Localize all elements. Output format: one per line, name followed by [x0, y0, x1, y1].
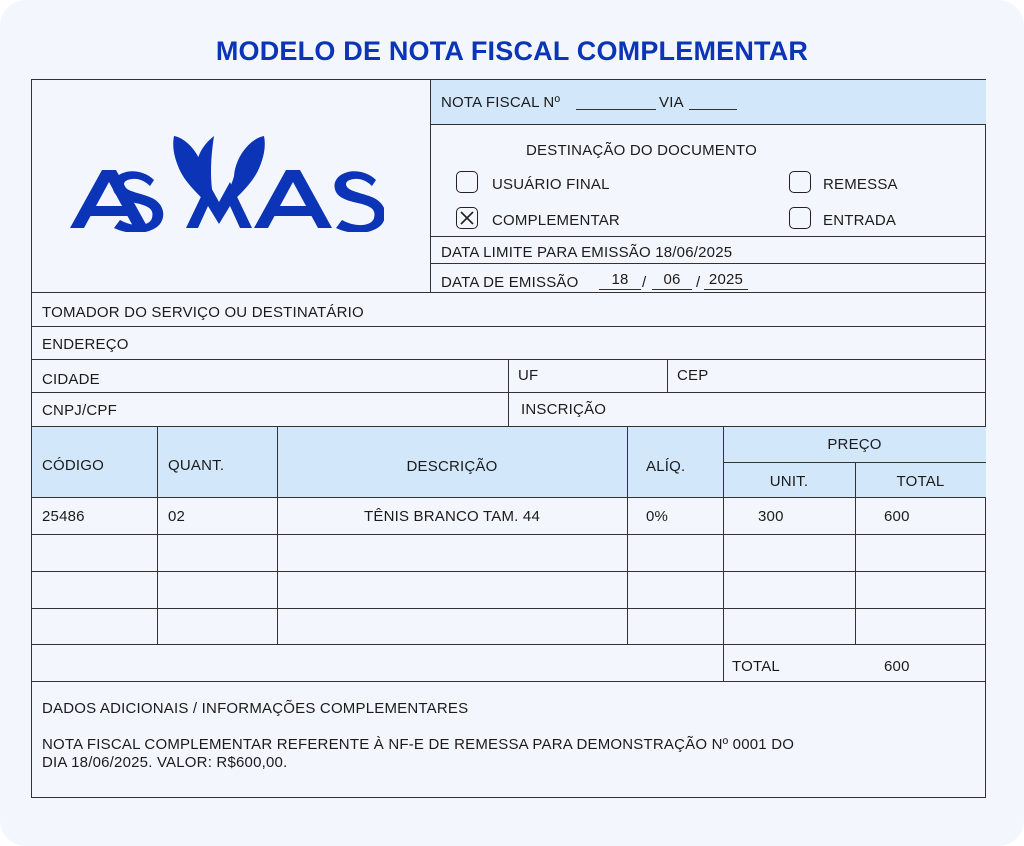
col-unit: UNIT.	[769, 473, 809, 490]
col-quant: QUANT.	[168, 457, 225, 474]
inscricao-label: INSCRIÇÃO	[521, 401, 607, 418]
col-codigo: CÓDIGO	[42, 457, 105, 474]
usuario-final-checkbox[interactable]	[456, 171, 478, 193]
endereco-label: ENDEREÇO	[42, 336, 129, 353]
cnpj-label: CNPJ/CPF	[42, 402, 117, 419]
via-label: VIA	[659, 94, 684, 111]
row-descricao: TÊNIS BRANCO TAM. 44	[364, 508, 540, 525]
nota-fiscal-label: NOTA FISCAL Nº	[441, 94, 561, 111]
dados-line-2: DIA 18/06/2025. VALOR: R$600,00.	[42, 754, 288, 771]
entrada-label: ENTRADA	[823, 212, 897, 229]
page-title: MODELO DE NOTA FISCAL COMPLEMENTAR	[215, 36, 809, 66]
uf-label: UF	[518, 367, 539, 384]
tomador-label: TOMADOR DO SERVIÇO OU DESTINATÁRIO	[42, 304, 364, 321]
date-separator: /	[642, 274, 647, 291]
emissao-mes[interactable]: 06	[663, 271, 681, 288]
dados-line-1: NOTA FISCAL COMPLEMENTAR REFERENTE À NF-E DE REMESSA PARA DEMONSTRAÇÃO Nº 0001 DO	[42, 736, 795, 753]
via-field[interactable]	[689, 109, 737, 110]
col-descricao: DESCRIÇÃO	[406, 458, 498, 475]
col-aliq: ALÍQ.	[646, 458, 686, 475]
col-total: TOTAL	[896, 473, 945, 490]
data-emissao-label: DATA DE EMISSÃO	[441, 274, 579, 291]
checkmark-x-icon	[460, 211, 474, 225]
complementar-checkbox[interactable]	[456, 207, 478, 229]
usuario-final-label: USUÁRIO FINAL	[492, 176, 610, 193]
footer-total-value: 600	[884, 658, 910, 675]
complementar-label: COMPLEMENTAR	[492, 212, 620, 229]
emissao-dia[interactable]: 18	[611, 271, 629, 288]
col-preco: PREÇO	[827, 436, 882, 453]
row-codigo: 25486	[42, 508, 85, 525]
cidade-label: CIDADE	[42, 371, 100, 388]
remessa-label: REMESSA	[823, 176, 898, 193]
footer-total-label: TOTAL	[732, 658, 780, 675]
nota-fiscal-field[interactable]	[576, 109, 656, 110]
emissao-ano[interactable]: 2025	[708, 271, 744, 288]
invoice-form	[31, 79, 986, 798]
dados-title: DADOS ADICIONAIS / INFORMAÇÕES COMPLEMENTARES	[42, 700, 469, 717]
entrada-checkbox[interactable]	[789, 207, 811, 229]
data-limite: DATA LIMITE PARA EMISSÃO 18/06/2025	[441, 244, 733, 261]
logo	[68, 132, 384, 232]
date-separator: /	[696, 274, 701, 291]
destinacao-title: DESTINAÇÃO DO DOCUMENTO	[526, 142, 758, 159]
row-unit: 300	[758, 508, 784, 525]
row-aliq: 0%	[646, 508, 669, 525]
cep-label: CEP	[677, 367, 709, 384]
row-quant: 02	[168, 508, 186, 525]
remessa-checkbox[interactable]	[789, 171, 811, 193]
row-total: 600	[884, 508, 910, 525]
asaas-logo-icon	[68, 132, 384, 232]
